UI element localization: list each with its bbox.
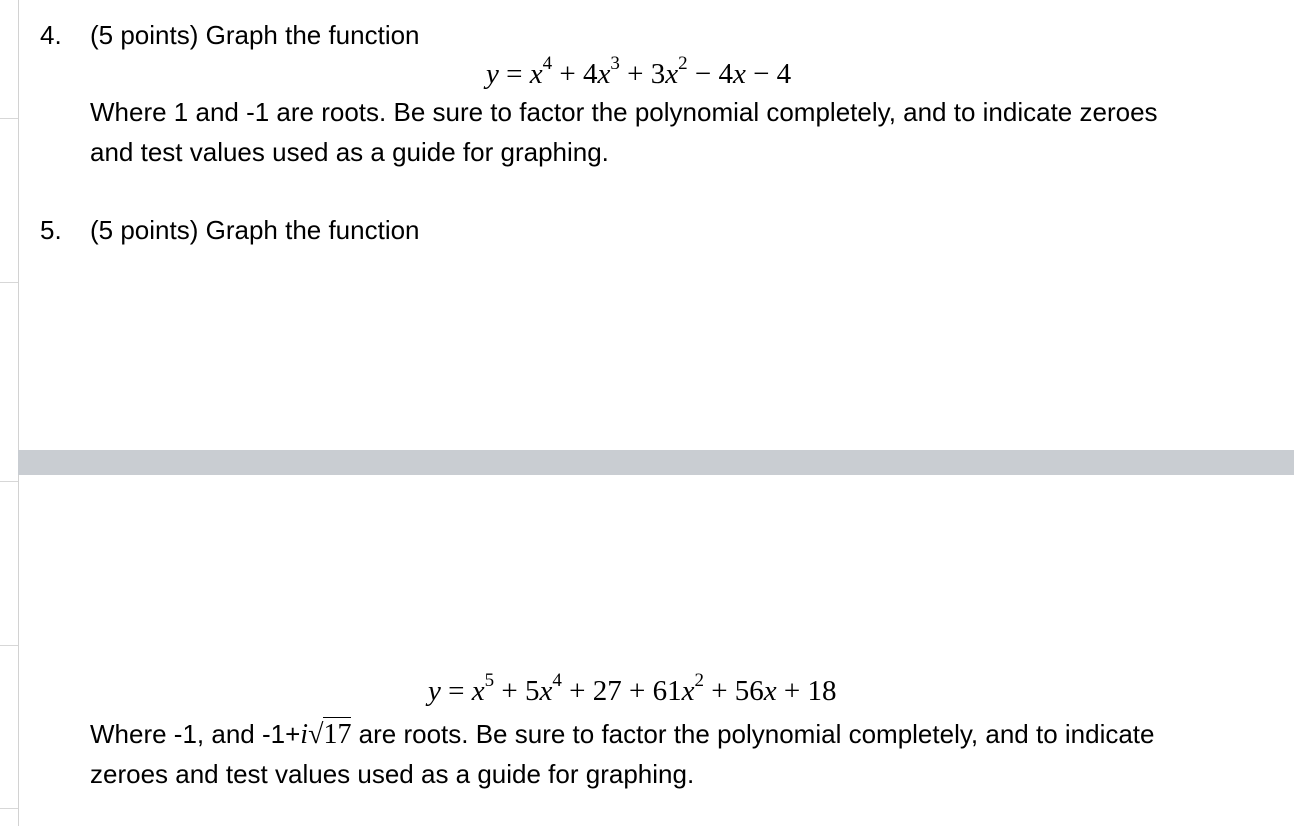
- imaginary-unit: i: [300, 719, 309, 750]
- eq-exponent: 4: [542, 53, 553, 75]
- eq-coefficient: 61: [652, 675, 682, 707]
- eq-term: x: [539, 675, 553, 707]
- eq-operator: +: [627, 58, 644, 90]
- problem-4-body-line-1: Where 1 and -1 are roots. Be sure to factor the polynomial completely, and to indicate zeroes: [90, 97, 1158, 127]
- eq-term: x: [732, 58, 746, 90]
- eq-coefficient: 4: [718, 58, 733, 90]
- left-margin-rule: [18, 0, 19, 826]
- margin-tick: [0, 118, 18, 119]
- problem-4-equation: [486, 53, 792, 91]
- eq-operator: +: [569, 675, 586, 707]
- body-text: are roots. Be sure to factor the polynomial completely, and to indicate: [351, 719, 1155, 749]
- eq-term: x: [665, 58, 679, 90]
- sqrt-symbol: √: [308, 719, 324, 750]
- margin-tick: [0, 481, 18, 482]
- margin-tick: [0, 808, 18, 809]
- eq-operator: +: [501, 675, 518, 707]
- eq-coefficient: 18: [807, 675, 837, 707]
- eq-operator: +: [559, 58, 576, 90]
- problem-4-heading: (5 points) Graph the function: [90, 20, 420, 50]
- eq-coefficient: 3: [650, 58, 666, 90]
- eq-exponent: 2: [678, 53, 688, 75]
- problem-5-equation: [428, 670, 837, 708]
- page-break-gap: [18, 450, 1294, 475]
- eq-term: y: [486, 58, 499, 90]
- margin-tick: [0, 645, 18, 646]
- problem-4-number: 4.: [40, 20, 62, 50]
- eq-operator: −: [753, 58, 770, 90]
- eq-operator: +: [711, 675, 728, 707]
- eq-coefficient: 27: [592, 675, 622, 707]
- eq-term: x: [763, 675, 777, 707]
- margin-tick: [0, 282, 18, 283]
- problem-5-body-line-2: zeroes and test values used as a guide for graphing.: [90, 759, 695, 789]
- inline-root-expression: [300, 717, 351, 750]
- eq-term: x: [681, 675, 695, 707]
- eq-term: y: [428, 675, 441, 707]
- eq-exponent: 4: [552, 670, 562, 692]
- eq-operator: −: [694, 58, 712, 90]
- eq-term: x: [471, 675, 485, 707]
- problem-4-body-line-2: and test values used as a guide for graphing.: [90, 137, 609, 167]
- problem-5-heading: (5 points) Graph the function: [90, 215, 420, 245]
- eq-term: x: [597, 58, 611, 90]
- eq-term: x: [529, 58, 543, 90]
- eq-coefficient: 4: [776, 58, 792, 90]
- radicand: 17: [323, 719, 352, 750]
- eq-coefficient: 4: [582, 58, 598, 90]
- eq-coefficient: 56: [734, 675, 764, 707]
- eq-exponent: 5: [484, 670, 495, 692]
- eq-operator: +: [628, 675, 646, 707]
- eq-exponent: 2: [694, 670, 704, 692]
- eq-operator: +: [783, 675, 801, 707]
- eq-coefficient: 5: [524, 675, 540, 707]
- eq-operator: =: [448, 675, 465, 707]
- eq-exponent: 3: [610, 53, 620, 75]
- eq-operator: =: [506, 58, 523, 90]
- problem-5-body-line-1: [90, 719, 1155, 750]
- body-text: Where -1, and -1+: [90, 719, 301, 749]
- problem-5-number: 5.: [40, 215, 62, 245]
